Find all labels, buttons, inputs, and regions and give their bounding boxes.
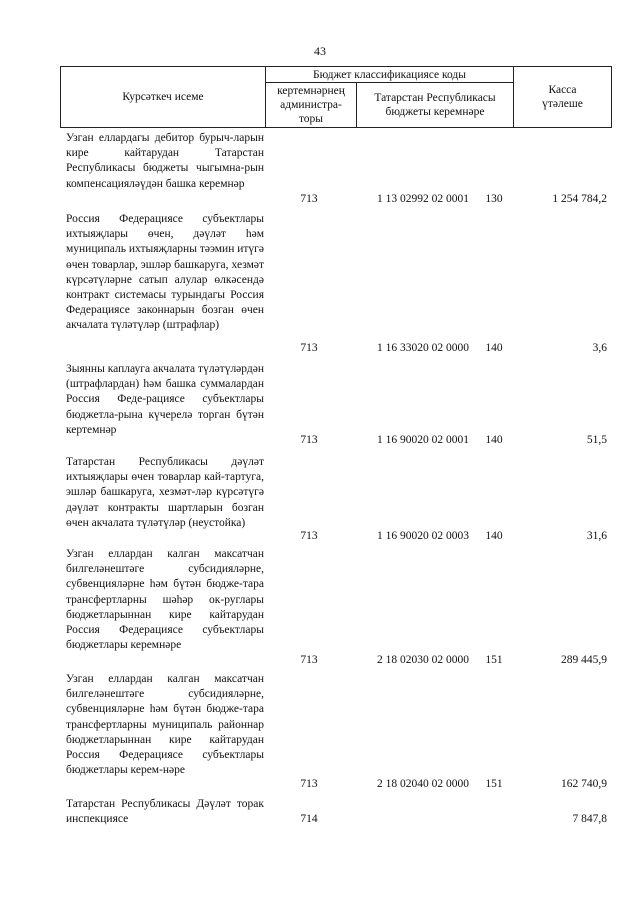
indicator-name: Россия Федерациясе субъектлары ихтыяҗлары өчен, дәүләт һәм муниципаль ихтыяҗларны тәэмин итүгә өчен товарлар, эшләр башкаруга, хезмәт күрсәтүләрне сатып алулар өлкәсендә контракт системасы турындагы Россия Федерациясе законнарын бозган өчен акчалата түләтүләр (штрафлар) [66, 213, 264, 332]
cash-amount: 3,6 [592, 342, 607, 354]
cash-amount: 51,5 [586, 434, 607, 446]
indicator-name: Узган еллардан калган максатчан билгеләнештәге субсидияләрне, субвенцияләрне һәм бүтән бюдже-тара трансфертларны шәһәр ок-руглары бюджетларыннан кире кайтарудан Россия Федерациясе субъектлары бюджетлары керемнәре [66, 548, 264, 652]
revenue-code: 2 18 02040 02 0000 [377, 778, 469, 790]
subcode: 151 [485, 778, 503, 790]
cash-header: Касса үтәлеше [513, 66, 612, 128]
cash-amount: 289 445,9 [561, 654, 607, 666]
admin-code: 713 [300, 530, 318, 542]
cash-amount: 7 847,8 [572, 813, 607, 825]
indicator-name: Зыянны каплауга акчалата түләтүләрдән (штрафлардан) һәм башка суммалардан Россия Феде-рациясе субъектлары бюджетла-рына күчерелә торган бүтән кертемнәр [66, 363, 264, 436]
revenue-code: 1 16 33020 02 0000 [377, 342, 469, 354]
indicator-name: Татарстан Республикасы дәүләт ихтыяҗлары өчен товарлар кай-тартуга, эшләр башкаруга, хезмәт-ләр күрсәтүгә дәүләт контракты шартларын бозган өчен акчалата түләтүләр (неустойка) [66, 456, 264, 529]
cash-amount: 31,6 [586, 530, 607, 542]
admin-code: 714 [300, 813, 318, 825]
revenue-code: 1 13 02992 02 0001 [377, 193, 469, 205]
revenue-code: 1 16 90020 02 0001 [377, 434, 469, 446]
admin-header: кертемнәрнең администра-торы [265, 82, 357, 128]
admin-code: 713 [300, 342, 318, 354]
subcode: 140 [485, 434, 503, 446]
cash-amount: 1 254 784,2 [552, 193, 607, 205]
indicator-name: Узган еллардан калган максатчан билгеләнештәге субсидияләрне, субвенцияләрне һәм бүтән бюдже-тара трансфертларны муниципаль районнар бюджетларыннан кире кайтарудан Россия Федерациясе субъектлары бюджетлары керем-нәре [66, 673, 264, 777]
revenue-code: 1 16 90020 02 0003 [377, 530, 469, 542]
indicator-name: Узган еллардагы дебитор бурыч-ларын кире кайтарудан Татарстан Республикасы бюджеты чыгымна-рын компенсацияләүдән башка керемнәр [66, 132, 264, 190]
admin-code: 713 [300, 778, 318, 790]
admin-code: 713 [300, 193, 318, 205]
admin-code: 713 [300, 654, 318, 666]
subcode: 130 [485, 193, 503, 205]
subcode: 151 [485, 654, 503, 666]
admin-code: 713 [300, 434, 318, 446]
revenue-code: 2 18 02030 02 0000 [377, 654, 469, 666]
indicator-name: Татарстан Республикасы Дәүләт торак инспекциясе [66, 798, 264, 826]
page-number: 43 [314, 44, 326, 58]
subcode: 140 [485, 530, 503, 542]
revenue-header: Татарстан Республикасы бюджеты керемнәре [356, 82, 514, 128]
subcode: 140 [485, 342, 503, 354]
cash-amount: 162 740,9 [561, 778, 607, 790]
indicator-header: Курсәткеч исеме [60, 66, 266, 128]
budget-code-header: Бюджет классификациясе коды [265, 66, 514, 83]
